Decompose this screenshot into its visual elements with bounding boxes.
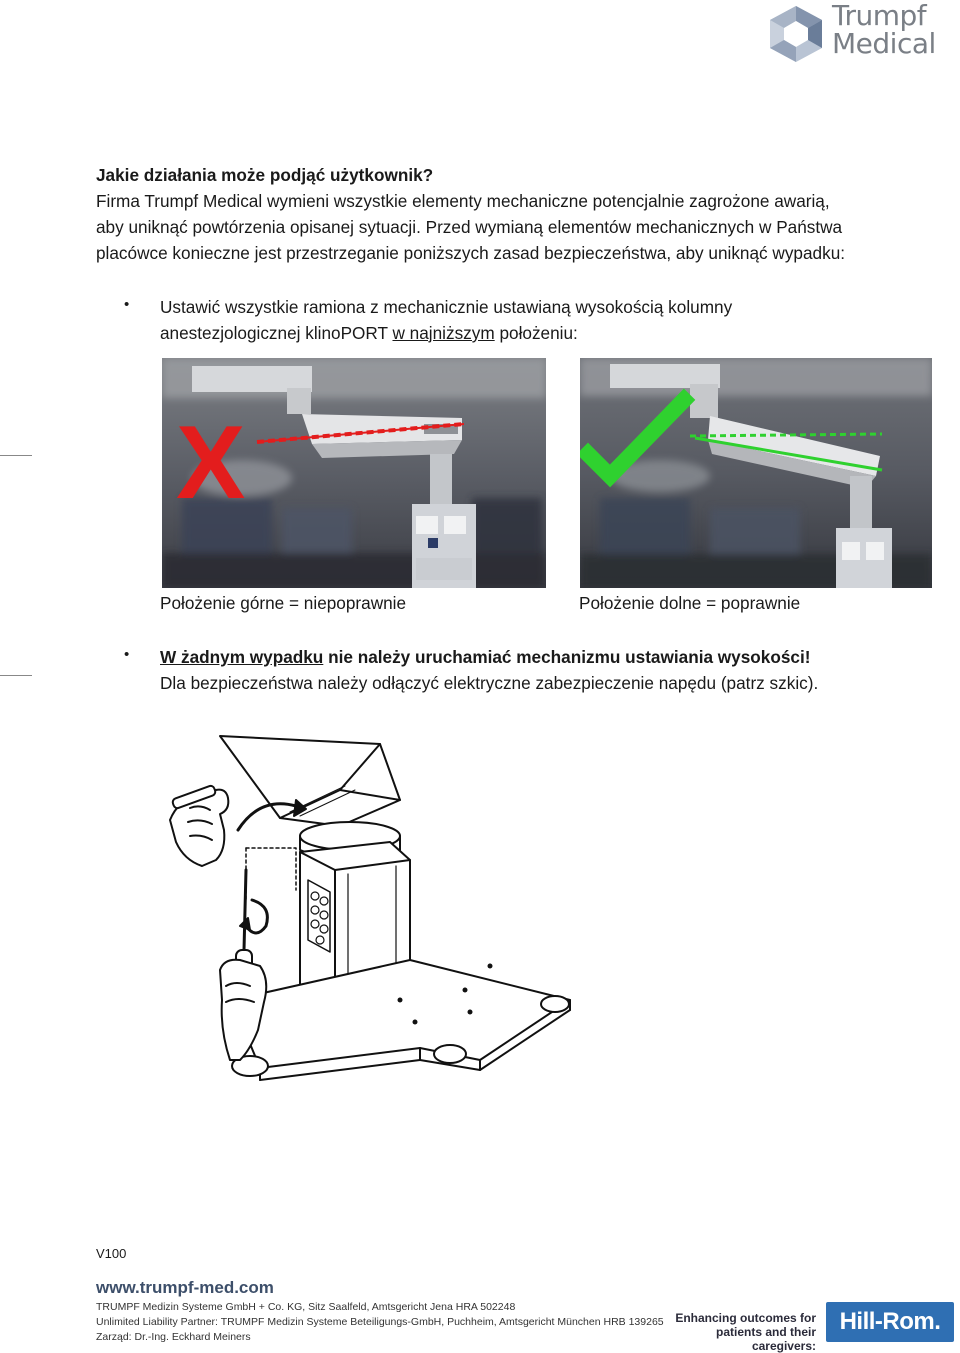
bullet-1-prefix: anestezjologicznej klinoPORT	[160, 323, 393, 343]
version-label: V100	[96, 1246, 127, 1261]
logo-line-trumpf: Trumpf	[832, 0, 927, 32]
caption-wrong: Położenie górne = niepoprawnie	[160, 593, 407, 613]
intro-line-3: placówce konieczne jest przestrzeganie poniższych zasad bezpieczeństwa, aby uniknąć wypadku:	[96, 243, 846, 263]
footer-partner-line: Unlimited Liability Partner: TRUMPF Medizin Systeme Beteiligungs-GmbH, Puchheim, Amtsgericht München HRB 139265	[96, 1316, 664, 1328]
margin-mark	[0, 455, 32, 456]
margin-mark	[0, 675, 32, 676]
intro-section	[96, 162, 958, 266]
logo-wordmark	[832, 2, 936, 58]
trumpf-medical-logo	[766, 2, 946, 64]
warning-rest: nie należy uruchamiać mechanizmu ustawiania wysokości!	[323, 647, 811, 667]
bullet-1-line-2	[160, 320, 958, 346]
logo-line-medical: Medical	[832, 27, 936, 60]
intro-heading: Jakie działania może podjąć użytkownik?	[96, 165, 434, 185]
intro-line-1: Firma Trumpf Medical wymieni wszystkie elementy mechaniczne potencjalnie zagrożone awarią,	[96, 191, 830, 211]
hand-fuse-icon	[170, 785, 228, 866]
wrong-x-icon: X	[176, 405, 246, 521]
hillrom-logo-text: Hill-Rom.	[839, 1308, 941, 1335]
intro-line-2: aby uniknąć powtórzenia opisanej sytuacji. Przed wymianą elementów mechanicznych w Państwa	[96, 217, 843, 237]
trumpf-hexagon-icon	[766, 4, 826, 62]
tagline-line-1: Enhancing outcomes for	[675, 1311, 816, 1325]
disconnect-fuse-sketch	[160, 730, 580, 1100]
footer-company-line: TRUMPF Medizin Systeme GmbH + Co. KG, Sitz Saalfeld, Amtsgericht Jena HRA 502248	[96, 1301, 516, 1313]
photo-lower-position	[580, 358, 932, 588]
lowest-position-emphasis: w najniższym	[392, 323, 495, 343]
bullet-marker: •	[124, 646, 130, 663]
hillrom-logo	[826, 1302, 954, 1342]
bullet-2-line-2: Dla bezpieczeństwa należy odłączyć elektryczne zabezpieczenie napędu (patrz szkic).	[160, 673, 819, 693]
bullet-1-text	[160, 294, 958, 346]
hillrom-tagline	[656, 1311, 816, 1353]
tagline-line-2: patients and their caregivers:	[715, 1325, 816, 1353]
bullet-1-suffix: położeniu:	[494, 323, 578, 343]
caption-right: Położenie dolne = poprawnie	[579, 593, 801, 613]
bullet-2-line-1	[160, 644, 958, 670]
photo-upper-position	[162, 358, 546, 588]
website-link[interactable]: www.trumpf-med.com	[96, 1278, 274, 1297]
bullet-1-line-1: Ustawić wszystkie ramiona z mechanicznie ustawianą wysokością kolumny	[160, 297, 733, 317]
bullet-2-text	[160, 644, 958, 696]
footer-board-line: Zarząd: Dr.-Ing. Eckhard Meiners	[96, 1331, 251, 1343]
warning-emphasis: W żadnym wypadku	[160, 647, 324, 667]
bullet-marker: •	[124, 296, 130, 313]
